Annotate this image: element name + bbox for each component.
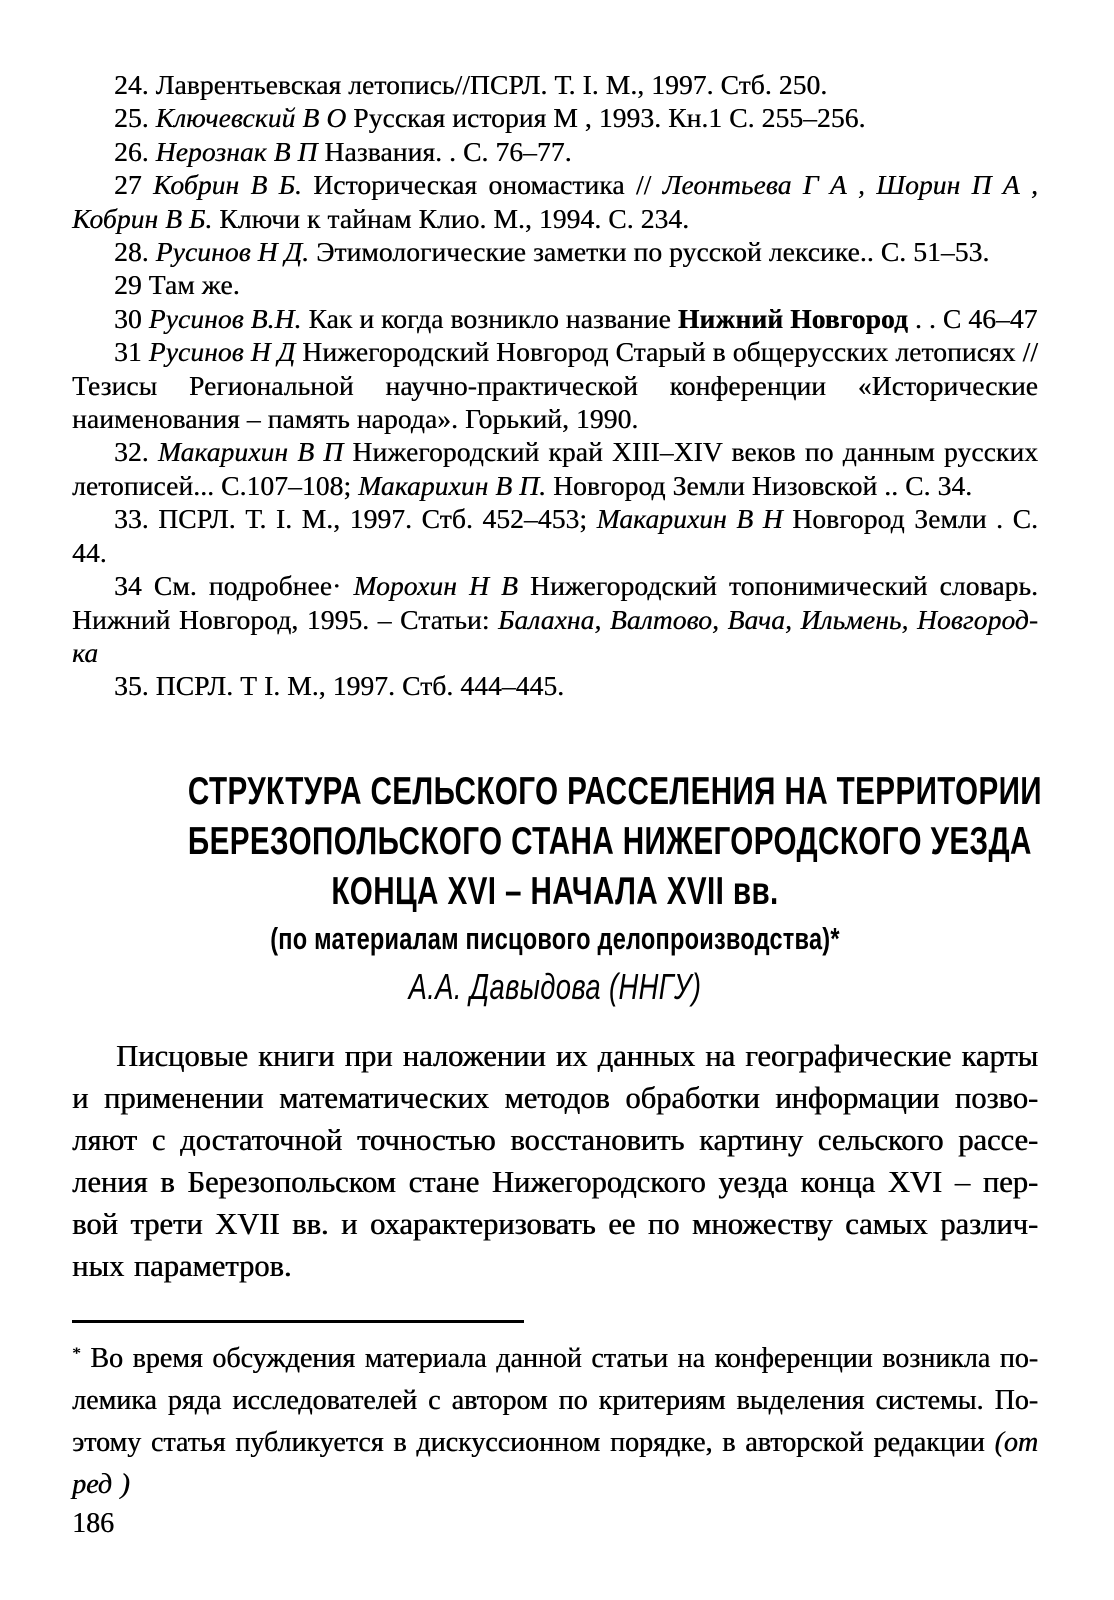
text-run: Этимологические заметки по русской лексике.. С. 51–53. [309,236,990,268]
text-run: Нижегородский Новгород Старый в общерусских летописях // Тезисы Региональной научно-практической конференции «Исторические наименования – память народа». Горький, 1990. [72,336,1038,435]
text-run: Названия. . С. 76–77. [317,135,572,167]
text-run: Леонтьева Г А , Шорин П А , Кобрин В Б. [72,169,1038,234]
text-run: (от ред ) [72,1426,1038,1500]
references-list [72,68,1038,703]
text-run: Нижегородский топонимический словарь. Нижний Новгород, 1995. – Статьи: [72,570,1038,635]
text-run: Макарихин В П [157,436,344,468]
reference-item [72,435,1038,502]
text-run: 28. [114,236,156,268]
article-title-line-3: КОНЦА XVI – НАЧАЛА XVII вв. [331,869,779,913]
text-run: 26. [114,135,156,167]
text-run: 31 [114,336,149,368]
text-run: 27 [114,169,153,201]
text-run: 32. [114,436,158,468]
text-run: 30 [114,302,149,334]
text-run: Русинов В.Н. [148,302,302,334]
text-run: 35. ПСРЛ. Т I. М., 1997. Стб. 444–445. [114,670,565,702]
text-run: Как и когда возникло название [301,302,678,334]
text-run: Балахна, Валтово, Вача, Ильмень, Новгородка [72,603,1038,668]
text-run: . . С 46–47 [907,302,1038,334]
reference-item [72,68,1038,101]
reference-item [72,268,1038,301]
text-run: Новгород Земли . С. 44. [72,503,1038,568]
reference-item [72,101,1038,134]
article-author: А.А. Давыдова (ННГУ) [408,965,702,1007]
reference-item [72,135,1038,168]
text-run: 33. ПСРЛ. Т. I. М., 1997. Стб. 452–453; [114,503,597,535]
footnote-text [72,1338,1038,1506]
text-run: 24. Лаврентьевская летопись//ПСРЛ. Т. I. М., 1997. Стб. 250. [114,69,828,100]
reference-item [72,502,1038,569]
text-run: Новгород Земли Низовской .. С. 34. [546,469,973,501]
text-run: Нижегородский край XIII–XIV веков по данным русских летописей... С.107–108; [72,436,1038,501]
text-run: 25. [114,102,156,134]
article-subtitle: (по материалам писцового делопроизводства)* [270,920,840,956]
article-heading [187,767,1042,1013]
reference-item [72,335,1038,435]
text-run: Макарихин В Н [596,503,783,535]
text-run: Макарихин В П. [358,469,547,501]
text-run: Морохин Н В [353,570,518,602]
text-run: Ключи к тайнам Клио. М., 1994. С. 234. [212,202,690,234]
text-run: Русинов Н Д [148,336,296,368]
article-title-line-2: БЕРЕЗОПОЛЬСКОГО СТАНА НИЖЕГОРОДСКОГО УЕЗДА [187,819,1032,863]
page-number: 186 [72,1507,114,1539]
text-run: Русинов Н Д. [155,236,310,268]
text-run: Нерознак В П [155,135,318,167]
reference-item [72,569,1038,669]
text-run: Кобрин В Б. [152,169,302,201]
reference-item [72,168,1038,235]
article-body-paragraph: Писцовые книги при наложении их данных на географические карты и применении математических методов обработки информации позволяют с достаточной точностью восстановить картину сельского расселения в Березопольском стане Нижегородского уезда конца XVI – первой трети XVII вв. и охарактеризовать ее по множеству самых различных параметров. [72,1038,1038,1283]
text-run: Ключевский В О [155,102,347,134]
text-run: 29 Там же. [114,269,240,301]
page-content [72,68,1042,1542]
text-run: Нижний Новгород [677,302,908,334]
text-run: Русская история М , 1993. Кн.1 С. 255–256. [346,102,866,134]
reference-item [72,235,1038,268]
footnote-separator-rule [72,1320,524,1323]
text-run: Во время обсуждения материала данной статьи на конференции возникла полемика ряда исследователей с автором по критериям выделения системы. Поэтому статья публикуется в дискуссионном порядке, в авторской редакции [72,1342,1038,1458]
article-title-line-1: СТРУКТУРА СЕЛЬСКОГО РАССЕЛЕНИЯ НА ТЕРРИТОРИИ [187,769,1042,813]
text-run: 34 См. подробнее· [114,570,354,602]
reference-item [72,302,1038,335]
reference-item [72,669,1038,702]
text-run: * [72,1343,81,1363]
text-run: Историческая ономастика // [301,169,663,201]
